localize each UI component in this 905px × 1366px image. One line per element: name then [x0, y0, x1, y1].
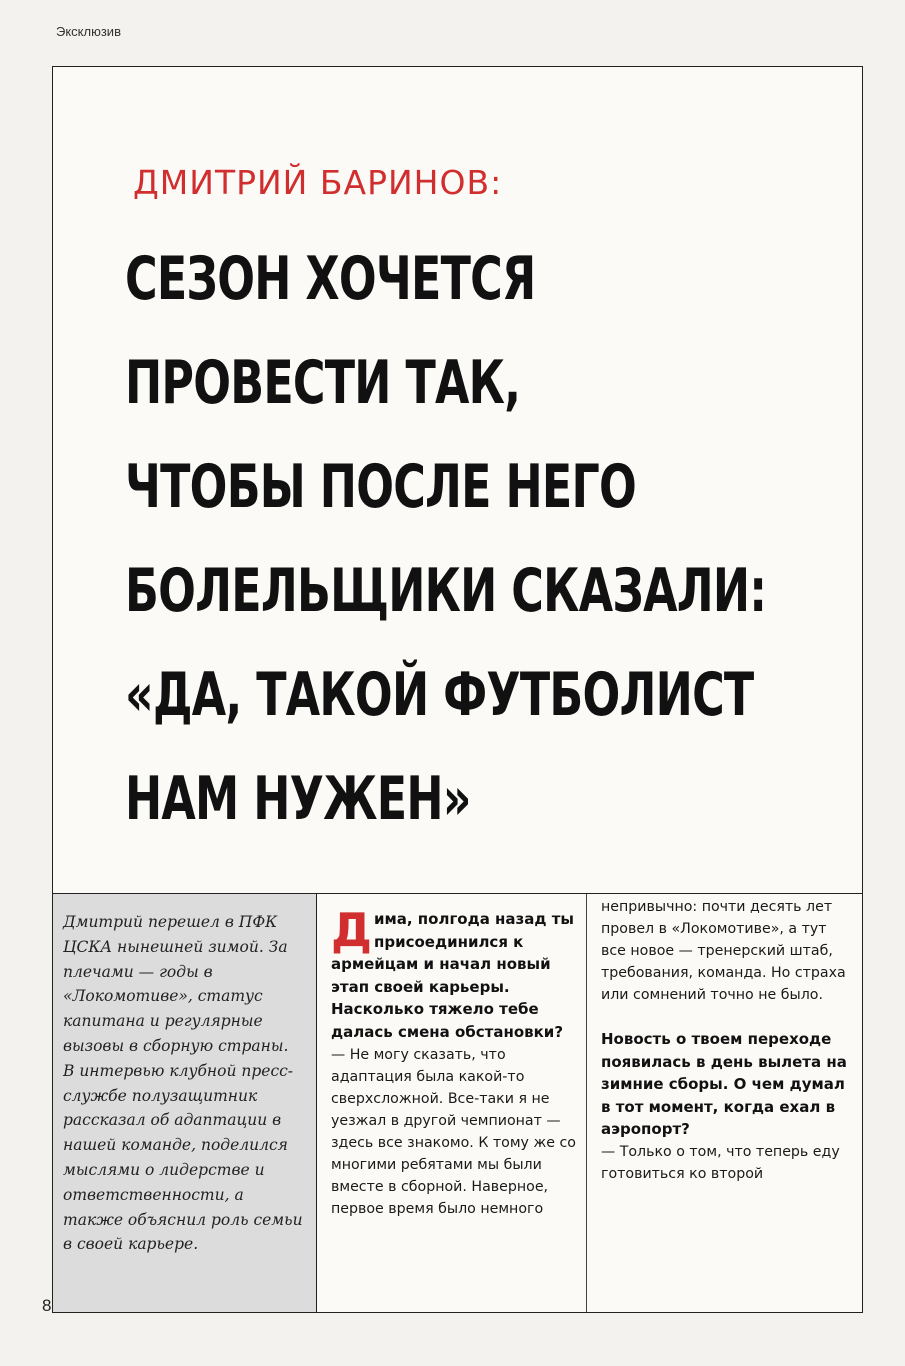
headline-line: БОЛЕЛЬЩИКИ СКАЗАЛИ:: [125, 556, 767, 626]
interview-answer: непривычно: почти десять лет провел в «Локомотиве», а тут все новое — тренерский штаб, требования, команда. Но страха или сомнений точно не было.: [601, 899, 846, 1003]
interview-column-1: [317, 894, 587, 1312]
headline-line: «ДА, ТАКОЙ ФУТБОЛИСТ: [125, 660, 754, 730]
interview-question: Новость о твоем переходе появилась в день вылета на зимние сборы. О чем думал в тот момент, когда ехал в аэропорт?: [601, 1030, 847, 1139]
interview-column-2: [587, 894, 863, 1312]
article-kicker: ДМИТРИЙ БАРИНОВ:: [133, 163, 503, 202]
article-headline: [125, 227, 845, 851]
article-header: [53, 67, 862, 893]
headline-line: ПРОВЕСТИ ТАК,: [125, 348, 521, 418]
interview-answer: — Только о том, что теперь еду готовиться ко второй: [601, 1143, 840, 1182]
article-frame: [52, 66, 863, 1313]
drop-cap: Д: [331, 903, 372, 957]
section-label: Эксклюзив: [56, 24, 121, 39]
page-number: 8: [42, 1296, 52, 1315]
interview-question: [331, 903, 579, 1044]
question-text: има, полгода назад ты присоединился к армейцам и начал новый этап своей карьеры. Насколько тяжело тебе далась смена обстановки?: [331, 910, 574, 1041]
headline-line: НАМ НУЖЕН»: [125, 764, 471, 834]
interview-answer: — Не могу сказать, что адаптация была какой-то сверхсложной. Все-таки я не уезжал в другой чемпионат — здесь все знакомо. К тому же со многими ребятами мы были вместе в сборной. Наверное, первое время было немного: [331, 1046, 576, 1217]
headline-line: ЧТОБЫ ПОСЛЕ НЕГО: [125, 452, 637, 522]
lead-text: Дмитрий перешел в ПФК ЦСКА нынешней зимой. За плечами — годы в «Локомотиве», статус капитана и регулярные вызовы в сборную страны. В интервью клубной пресс-службе полузащитник рассказал об адаптации в нашей команде, поделился мыслями о лидерстве и ответственности, а также объяснил роль семьи в своей карьере.: [63, 913, 303, 1254]
headline-line: СЕЗОН ХОЧЕТСЯ: [125, 244, 536, 314]
lead-box: [53, 894, 317, 1312]
